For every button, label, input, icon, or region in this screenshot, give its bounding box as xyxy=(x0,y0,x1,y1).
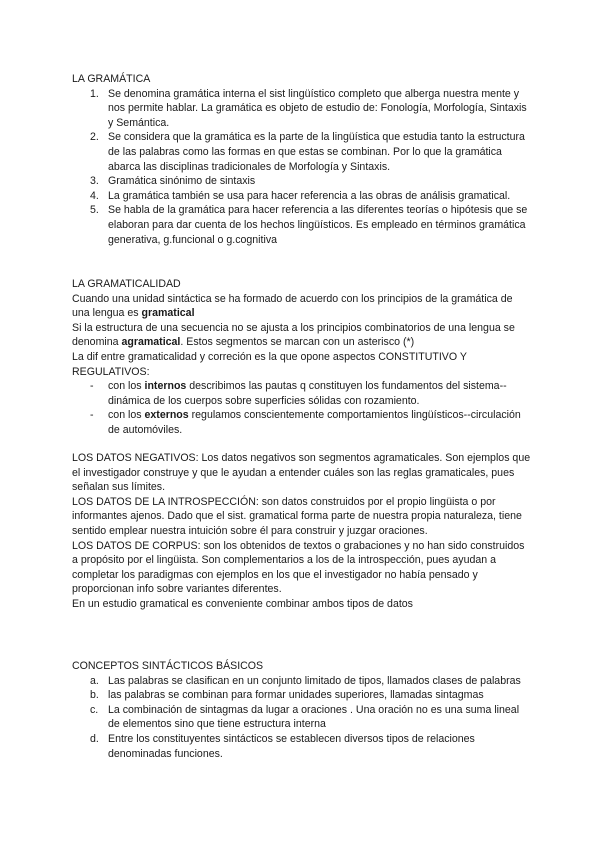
grammaticality-paragraph-3: La dif entre gramaticalidad y correción es la que opone aspectos CONSTITUTIVO Y REGULATIVOS: xyxy=(72,350,467,378)
bold-term-gramatical: gramatical xyxy=(141,307,195,320)
paragraph-text-tail: . Estos segmentos se marcan con un asterisco (*) xyxy=(180,336,415,349)
list-marker: c. xyxy=(90,703,99,716)
list-item-text: las palabras se combinan para formar unidades superiores, llamadas sintagmas xyxy=(108,689,484,702)
list-item-text: Se denomina gramática interna el sist lingüístico completo que alberga nuestra mente y nos permite hablar. La gramática es objeto de estudio de: Fonología, Morfología, Sintaxis y Semántica. xyxy=(108,87,527,129)
list-item xyxy=(72,674,532,689)
conclusion-paragraph: En un estudio gramatical es conveniente combinar ambos tipos de datos xyxy=(72,597,413,610)
list-item xyxy=(72,174,532,189)
grammaticality-paragraph-1 xyxy=(72,292,532,321)
concepts-list xyxy=(72,674,532,762)
introspection-data-paragraph: LOS DATOS DE LA INTROSPECCIÓN: son datos construidos por el propio lingüista o por informantes ajenos. Dado que el sist. gramatical forma parte de nuestra propia naturaleza, tiene sentido emplear nuestra intuición sobre él para construir y juzgar oraciones. xyxy=(72,495,522,537)
concepts-section xyxy=(72,659,532,761)
bullet-text: describimos las pautas q constituyen los fundamentos del sistema--dinámica de los cuerpos sobre superficies sólidas con rozamiento. xyxy=(108,380,507,407)
list-item xyxy=(72,87,532,131)
list-item-text: Las palabras se clasifican en un conjunto limitado de tipos, llamados clases de palabras xyxy=(108,674,521,687)
grammar-section xyxy=(72,72,532,247)
grammar-heading: LA GRAMÁTICA xyxy=(72,73,151,85)
bold-term-internos: internos xyxy=(144,380,187,393)
grammaticality-section xyxy=(72,277,532,438)
list-marker: 2. xyxy=(90,131,99,144)
bullet-text: regulamos conscientemente comportamientos lingüísticos--circulación de automóviles. xyxy=(108,409,521,436)
list-item xyxy=(72,408,532,437)
bold-term-agramatical: agramatical xyxy=(121,336,181,349)
bullet-text: con los xyxy=(108,380,145,393)
list-marker: 5. xyxy=(90,204,99,217)
data-types-section xyxy=(72,451,532,612)
grammar-list xyxy=(72,87,532,248)
grammaticality-paragraph-2 xyxy=(72,321,532,350)
list-item xyxy=(72,732,532,761)
dash-marker: - xyxy=(90,409,94,422)
list-item xyxy=(72,130,532,174)
list-item-text: Se habla de la gramática para hacer referencia a las diferentes teorías o hipótesis que se elaboran para dar cuenta de los hechos lingüísticos. Es empleado en términos gramática generativa, g.funcional o g.cognitiva xyxy=(108,204,528,246)
list-item xyxy=(72,703,532,732)
list-marker: b. xyxy=(90,689,99,702)
grammaticality-heading: LA GRAMATICALIDAD xyxy=(72,278,181,290)
paragraph-text: Si la estructura de una secuencia no se ajusta a los principios combinatorios de una lengua se denomina xyxy=(72,321,515,349)
list-item-text: Gramática sinónimo de sintaxis xyxy=(108,175,256,188)
list-item-text: Se considera que la gramática es la parte de la lingüística que estudia tanto la estructura de las palabras como las formas en que estas se combinan. Por lo que la gramática abarca las disciplinas tradicionales de Morfología y Sintaxis. xyxy=(108,131,525,173)
negative-data-paragraph: LOS DATOS NEGATIVOS: Los datos negativos son segmentos agramaticales. Son ejemplos que el investigador construye y que le ayudan a entender cuáles son las reglas gramaticales, pues señalan sus límites. xyxy=(72,452,531,494)
paragraph-text: Cuando una unidad sintáctica se ha formado de acuerdo con los principios de la gramática de una lengua es xyxy=(72,292,513,320)
bold-term-externos: externos xyxy=(144,409,189,422)
list-marker: 3. xyxy=(90,175,99,188)
list-item xyxy=(72,203,532,247)
list-item-text: Entre los constituyentes sintácticos se establecen diversos tipos de relaciones denominadas funciones. xyxy=(108,732,475,760)
corpus-data-paragraph: LOS DATOS DE CORPUS: son los obtenidos de textos o grabaciones y no han sido construidos a propósito por el lingüista. Son complementarios a los de la introspección, pues ayudan a completar los paradigmas con ejemplos en los que el investigador no había pensado y proporcionan info sobre variantes diferentes. xyxy=(72,539,525,596)
list-item-text: La combinación de sintagmas da lugar a oraciones . Una oración no es una suma lineal de elementos sino que tiene estructura interna xyxy=(108,703,520,731)
list-marker: a. xyxy=(90,674,99,687)
list-item xyxy=(72,189,532,204)
list-item xyxy=(72,379,532,408)
list-item-text: La gramática también se usa para hacer referencia a las obras de análisis gramatical. xyxy=(108,189,511,202)
list-marker: 1. xyxy=(90,87,99,100)
list-marker: d. xyxy=(90,732,99,745)
dash-marker: - xyxy=(90,380,94,393)
grammaticality-bullets xyxy=(72,379,532,437)
list-marker: 4. xyxy=(90,189,99,202)
bullet-text: con los xyxy=(108,409,145,422)
list-item xyxy=(72,688,532,703)
concepts-heading: CONCEPTOS SINTÁCTICOS BÁSICOS xyxy=(72,660,264,672)
